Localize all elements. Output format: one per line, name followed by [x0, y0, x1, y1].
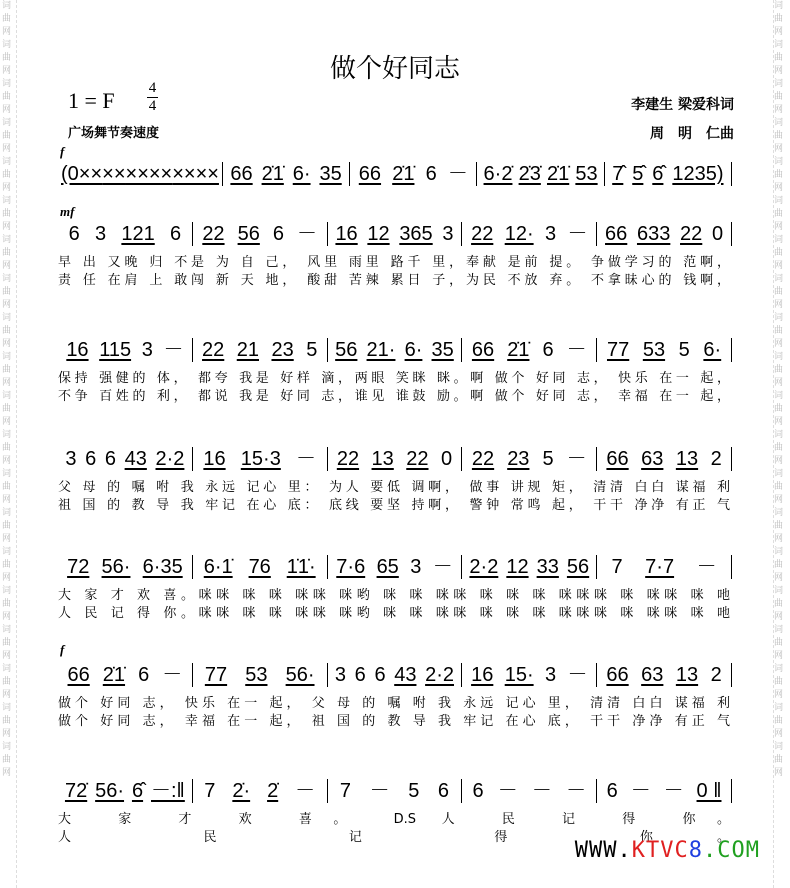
site-prefix: WWW.	[574, 838, 632, 863]
note-group: 56	[335, 339, 358, 361]
notation-line	[58, 661, 732, 687]
note-group: 22	[202, 339, 225, 361]
measure	[462, 779, 597, 803]
dynamic-mf: mf	[60, 204, 75, 219]
note-group: －	[567, 664, 588, 686]
note-group: 6	[542, 339, 554, 361]
measure	[462, 447, 597, 471]
note-group: 77	[204, 664, 228, 686]
note-group: 22	[680, 223, 703, 245]
note-group: 35	[431, 339, 454, 361]
note-group: 2̇1̇	[507, 339, 530, 361]
measure	[58, 555, 193, 579]
measure	[193, 555, 328, 579]
note-group: 121	[121, 223, 155, 245]
measure	[350, 162, 477, 186]
measure	[597, 447, 732, 471]
note-group: 63	[641, 448, 664, 470]
measure	[328, 779, 463, 803]
note-group: ××××	[172, 163, 219, 185]
lyric-line: 父 母 的 嘱 咐 我 永远 记心 里： 为人 要低 调啊， 做事 讲规 矩， 清清 白白 谋福 利	[58, 480, 730, 495]
note-group: －	[296, 448, 316, 470]
lyric-line: 不争 百姓的 利， 都说 我是 好同 志，谁见 谁鼓 励。啊 做个 好同 志， 幸福 在一 起，	[58, 389, 730, 404]
note-group: 7	[611, 556, 623, 578]
note-group: 7̂	[612, 163, 624, 185]
note-group: 3	[141, 339, 153, 361]
lyric-line: 早 出 又晚 归 不是 为 自 己， 风里 雨里 路千 里，奉献 是前 提。 争做学习的 范啊，	[58, 255, 730, 270]
note-group: ××	[102, 163, 126, 185]
lyric-line: 保持 强健的 体， 都夸 我是 好样 滴，两眼 笑眯 眯。啊 做个 好同 志， 快乐 在一 起，	[58, 371, 730, 386]
note-group: －	[630, 780, 651, 802]
note-group: 13	[371, 448, 394, 470]
watermark-left: 词曲网词曲网词曲网词曲网词曲网词曲网词曲网词曲网词曲网词曲网词曲网词曲网词曲网词曲网词曲网词曲网词曲网词曲网词曲网词曲网	[2, 0, 17, 888]
note-group: 6	[170, 223, 182, 245]
lyric-line: 大 家 才 欢 喜。 D.S 人 民 记 得 你。	[58, 812, 730, 827]
note-group: 33	[536, 556, 559, 578]
note-group: 6	[68, 223, 80, 245]
note-group: －	[567, 223, 588, 245]
lyric-line: 做个 好同 志， 快乐 在一 起， 父 母 的 嘱 咐 我 永远 记心 里， 清清 白白 谋福 利	[58, 696, 730, 711]
note-group: 2̇1̇	[261, 163, 284, 185]
note-group: 2	[710, 448, 722, 470]
notation-line	[58, 160, 732, 186]
note-group: 66	[230, 163, 253, 185]
note-group: －:‖	[151, 780, 185, 802]
dynamic-f: f	[60, 144, 65, 159]
note-group: 22	[336, 448, 360, 470]
note-group: －	[663, 780, 684, 802]
measure	[462, 222, 597, 246]
site-mid: KTVC	[631, 838, 689, 863]
note-group: 6·2̇	[483, 163, 513, 185]
note-group: 43	[124, 448, 147, 470]
lyric-line: 大 家 才 欢 喜。咪咪 咪 咪 咪咪 咪哟 咪 咪 咪咪 咪 咪 咪 咪咪咪 咪 咪咪 咪 吔	[58, 588, 730, 603]
note-group: ××××	[125, 163, 173, 185]
note-group: 35	[319, 163, 342, 185]
note-group: －	[566, 780, 587, 802]
lyric-line: 做个 好同 志， 幸福 在一 起， 祖 国 的 教 导 我 牢记 在心 底， 干干 净净 有正 气	[58, 714, 730, 729]
lyric-line: 人 民 记 得 你。咪咪 咪 咪 咪咪 咪哟 咪 咪 咪咪 咪 咪 咪 咪咪咪 咪 咪咪 咪 吔	[58, 606, 730, 621]
note-group: 65	[376, 556, 399, 578]
measure	[328, 447, 463, 471]
note-group: 12	[367, 223, 390, 245]
note-group: 66	[605, 223, 628, 245]
notation-line	[58, 220, 732, 246]
note-group: 7	[204, 780, 216, 802]
note-group: 72̇	[64, 780, 88, 802]
note-group: －	[531, 780, 552, 802]
note-group: 115	[99, 339, 132, 361]
note-group: 7·6	[336, 556, 366, 578]
notation-line	[58, 553, 732, 579]
note-group: 15·	[504, 664, 534, 686]
note-group: 12·	[504, 223, 534, 245]
note-group: 22	[471, 223, 494, 245]
note-group: －	[369, 780, 390, 802]
note-group: －	[163, 339, 184, 361]
note-group: 3	[65, 448, 77, 470]
note-group: 56·	[101, 556, 131, 578]
note-group: 6·	[292, 163, 311, 185]
lyricist-credit: 李建生 梁爱科词	[631, 97, 734, 113]
tempo-marking: 广场舞节奏速度	[68, 126, 160, 141]
note-group: 53	[642, 339, 666, 361]
time-top: 4	[148, 80, 157, 96]
note-group: －	[497, 780, 518, 802]
note-group: 16	[203, 448, 226, 470]
note-group: －	[432, 556, 453, 578]
note-group: 5	[542, 448, 554, 470]
note-group: 5̂	[632, 163, 644, 185]
time-bottom: 4	[148, 98, 157, 114]
note-group: 7	[339, 780, 352, 802]
notation-line	[58, 777, 732, 803]
dynamic-f: f	[60, 642, 65, 657]
note-group: －	[297, 223, 318, 245]
note-group: 13	[675, 448, 699, 470]
measure	[477, 162, 604, 186]
note-group: 6̂	[131, 780, 144, 802]
note-group: －	[447, 163, 468, 185]
note-group: 3	[410, 556, 422, 578]
note-group: －	[566, 448, 587, 470]
site-suffix: .COM	[703, 838, 760, 863]
note-group: 3	[442, 223, 454, 245]
note-group: 21·	[366, 339, 396, 361]
note-group: 1̇1̇·	[286, 556, 316, 578]
note-group: 16	[471, 664, 494, 686]
note-group: 6	[354, 664, 366, 686]
note-group: 2̇1̇	[392, 163, 415, 185]
measure	[597, 663, 732, 687]
time-signature	[147, 80, 158, 115]
composer-credit: 周 明 仁曲	[650, 126, 734, 142]
note-group: 6	[272, 223, 284, 245]
note-group: －	[295, 780, 316, 802]
measure	[193, 222, 328, 246]
note-group: 12	[506, 556, 529, 578]
note-group: 56·	[285, 664, 315, 686]
measure	[328, 663, 463, 687]
note-group: 3	[544, 223, 557, 245]
note-group: 365	[399, 223, 433, 245]
note-group: 56	[566, 556, 590, 578]
note-group: 0 ‖	[696, 780, 722, 802]
note-group: 66	[606, 448, 629, 470]
note-group: 5	[306, 339, 318, 361]
measure	[193, 663, 328, 687]
note-group: 6	[425, 163, 437, 185]
note-group: 6	[138, 664, 150, 686]
note-group: 1235)	[672, 163, 724, 185]
measure	[597, 338, 732, 362]
note-group: 3	[95, 223, 107, 245]
note-group: (0××	[61, 163, 103, 185]
note-group: 21	[236, 339, 259, 361]
note-group: 2·2	[425, 664, 454, 686]
measure	[462, 338, 597, 362]
note-group: 56·	[95, 780, 125, 802]
note-group: 2̇1̇	[546, 163, 570, 185]
key-signature: 1 = F	[68, 88, 115, 113]
note-group: 2·2	[155, 448, 185, 470]
note-group: 15·3	[240, 448, 281, 470]
watermark-right: 词曲网词曲网词曲网词曲网词曲网词曲网词曲网词曲网词曲网词曲网词曲网词曲网词曲网词曲网词曲网词曲网词曲网词曲网词曲网词曲网	[773, 0, 788, 888]
note-group: 5	[408, 780, 420, 802]
note-group: 16	[335, 223, 358, 245]
note-group: 22	[471, 448, 495, 470]
note-group: 6·	[404, 339, 423, 361]
note-group: 23	[271, 339, 294, 361]
measure	[597, 222, 732, 246]
note-group: 6	[472, 780, 484, 802]
note-group: 3	[334, 664, 347, 686]
note-group: 53	[575, 163, 598, 185]
measure	[328, 222, 463, 246]
measure	[328, 338, 463, 362]
note-group: 2̇3̇	[518, 163, 541, 185]
site-watermark	[575, 838, 760, 863]
site-eight: 8	[688, 838, 704, 863]
note-group: 6·35	[142, 556, 183, 578]
measure	[58, 779, 193, 803]
note-group: 0	[711, 223, 724, 245]
note-group: 2̇·	[232, 780, 251, 802]
measure	[328, 555, 463, 579]
note-group: 6	[374, 664, 386, 686]
note-group: 66	[67, 664, 90, 686]
note-group: 7·7	[645, 556, 675, 578]
note-group: 23	[507, 448, 530, 470]
note-group: 53	[245, 664, 268, 686]
song-title: 做个好同志	[329, 54, 460, 84]
lyric-line: 祖 国 的 教 导 我 牢记 在心 底： 底线 要坚 持啊， 警钟 常鸣 起， 干干 净净 有正 气	[58, 498, 730, 513]
note-group: 5	[678, 339, 690, 361]
note-group: 66	[606, 664, 629, 686]
measure	[605, 162, 732, 186]
note-group: 6·1̇	[203, 556, 233, 578]
measure	[193, 447, 328, 471]
note-group: 66	[471, 339, 495, 361]
measure	[597, 555, 732, 579]
note-group: 2̇1̇	[102, 664, 126, 686]
note-group: －	[696, 556, 717, 578]
note-group: 2·2	[469, 556, 499, 578]
note-group: －	[162, 664, 183, 686]
lyric-line: 责 任 在肩 上 敢闯 新 天 地， 酸甜 苦辣 累日 子，为民 不放 弃。 不拿昧心的 钱啊，	[58, 273, 730, 288]
note-group: 2̇	[267, 780, 279, 802]
measure	[58, 162, 223, 186]
note-group: 6	[437, 780, 450, 802]
notation-line	[58, 445, 732, 471]
measure	[223, 162, 350, 186]
note-group: 22	[406, 448, 429, 470]
measure	[462, 663, 597, 687]
note-group: 0	[440, 448, 453, 470]
note-group: 77	[606, 339, 630, 361]
note-group: 3	[544, 664, 557, 686]
note-group: 16	[66, 339, 89, 361]
note-group: 2	[710, 664, 722, 686]
note-group: 6̂	[652, 163, 664, 185]
note-group: 63	[641, 664, 664, 686]
note-group: 633	[636, 223, 671, 245]
note-group: 43	[394, 664, 417, 686]
note-group: －	[566, 339, 587, 361]
note-group: 66	[358, 163, 382, 185]
measure	[193, 338, 328, 362]
note-group: 72	[67, 556, 90, 578]
measure	[58, 447, 193, 471]
note-group: 6	[606, 780, 618, 802]
note-group: 22	[202, 223, 225, 245]
note-group: 6	[104, 448, 116, 470]
note-group: 6·	[703, 339, 722, 361]
measure	[58, 663, 193, 687]
note-group: 6	[85, 448, 97, 470]
measure	[462, 555, 597, 579]
notation-line	[58, 336, 732, 362]
note-group: 56	[237, 223, 260, 245]
measure	[597, 779, 732, 803]
measure	[58, 338, 193, 362]
measure	[58, 222, 193, 246]
note-group: 76	[248, 556, 271, 578]
note-group: 13	[675, 664, 699, 686]
lyric-line: 人 民 记 得 你。	[58, 830, 730, 845]
measure	[193, 779, 328, 803]
